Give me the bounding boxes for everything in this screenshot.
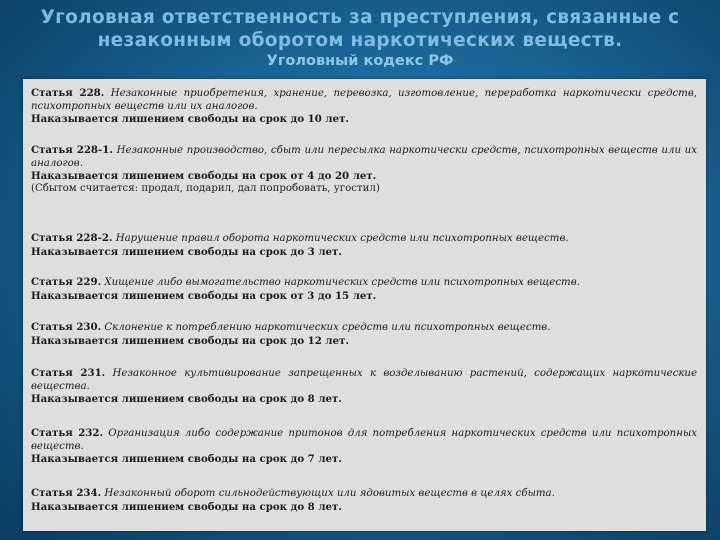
article-234 <box>31 487 697 513</box>
article-number: Статья 228-2. <box>31 232 113 244</box>
article-note: (Сбытом считается: продал, подарил, дал попробовать, угостил) <box>31 182 380 194</box>
article-description <box>31 321 697 335</box>
article-number: Статья 228. <box>31 87 105 99</box>
article-number: Статья 228-1. <box>31 144 113 156</box>
article-232 <box>31 427 697 466</box>
article-number: Статья 229. <box>31 276 102 288</box>
article-231 <box>31 367 697 406</box>
article-text: Склонение к потреблению наркотических средств или психотропных веществ. <box>104 322 551 333</box>
article-penalty: Наказывается лишением свободы на срок до 8 лет. <box>31 500 342 513</box>
slide-subtitle: Уголовный кодекс РФ <box>266 53 454 69</box>
article-description <box>31 87 697 113</box>
article-text: Нарушение правил оборота наркотических средств или психотропных веществ. <box>115 233 569 244</box>
article-text: Незаконное культивирование запрещенных к возделыванию растений, содержащих наркотические вещества. <box>31 368 697 392</box>
article-penalty: Наказывается лишением свободы на срок до 12 лет. <box>31 334 349 347</box>
slide-header <box>0 0 720 82</box>
article-228 <box>31 87 697 126</box>
article-text: Хищение либо вымогательство наркотических средств или психотропных веществ. <box>104 277 580 288</box>
content-panel <box>23 79 706 531</box>
article-description <box>31 427 697 453</box>
article-penalty: Наказывается лишением свободы на срок от 3 до 15 лет. <box>31 289 377 302</box>
article-penalty: Наказывается лишением свободы на срок до 10 лет. <box>31 113 349 126</box>
article-text: Незаконный оборот сильнодействующих или ядовитых веществ в целях сбыта. <box>104 488 555 499</box>
article-number: Статья 232. <box>31 427 104 439</box>
article-description <box>31 276 697 290</box>
article-penalty: Наказывается лишением свободы на срок от 4 до 20 лет. <box>31 170 377 183</box>
article-229 <box>31 276 697 302</box>
article-230 <box>31 321 697 347</box>
article-text: Организация либо содержание притонов для потребления наркотических средств или психотропных веществ. <box>31 428 697 452</box>
article-number: Статья 230. <box>31 321 102 333</box>
article-description <box>31 144 697 170</box>
article-penalty: Наказывается лишением свободы на срок до 3 лет. <box>31 245 342 258</box>
article-penalty: Наказывается лишением свободы на срок до 7 лет. <box>31 453 342 466</box>
article-228-2 <box>31 232 697 258</box>
slide-title: Уголовная ответственность за преступления, связанные с незаконным оборотом наркотических веществ. <box>40 7 680 51</box>
article-description <box>31 367 697 393</box>
article-number: Статья 231. <box>31 367 106 379</box>
article-penalty: Наказывается лишением свободы на срок до 8 лет. <box>31 393 342 406</box>
article-text: Незаконные приобретения, хранение, перевозка, изготовление, переработка наркотически средств, психотропных веществ или их аналогов. <box>31 88 697 112</box>
article-text: Незаконные производство, сбыт или пересылка наркотически средств, психотропных веществ или их аналогов. <box>31 145 697 169</box>
article-description <box>31 232 697 246</box>
article-number: Статья 234. <box>31 487 102 499</box>
article-description <box>31 487 697 501</box>
article-228-1 <box>31 144 697 195</box>
